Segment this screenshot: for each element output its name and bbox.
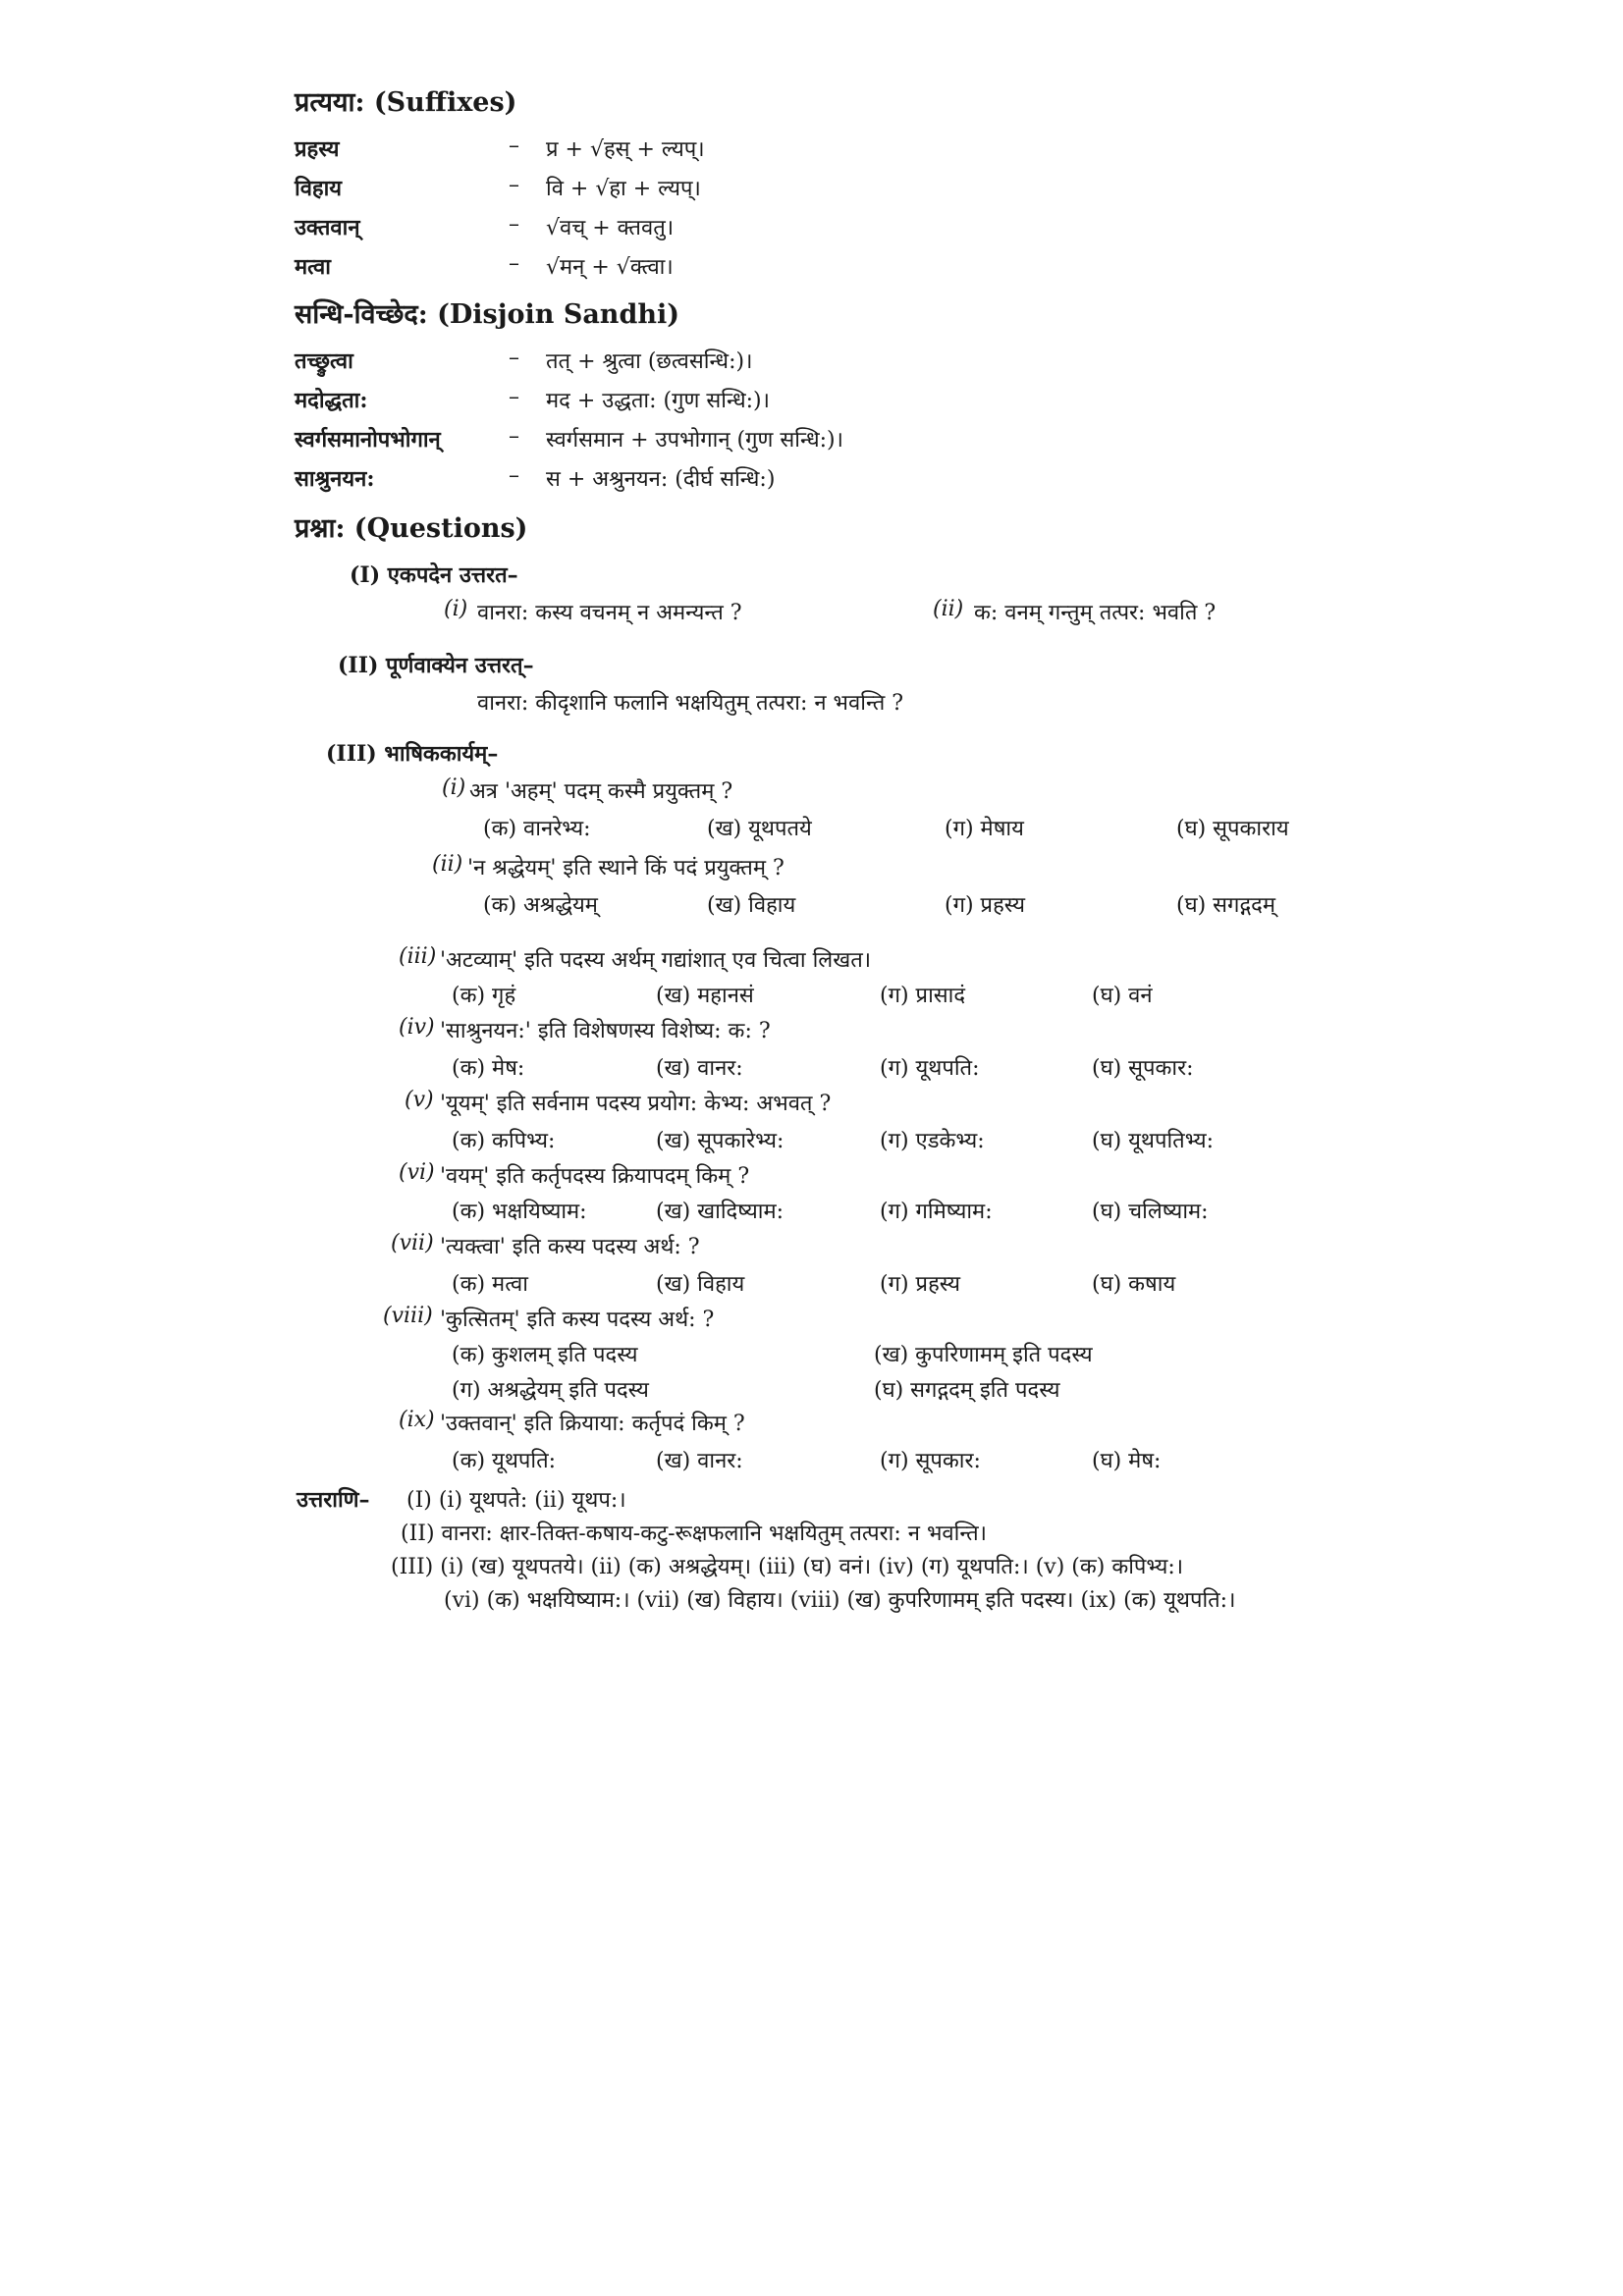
- question-number: (iv): [399, 1015, 435, 1040]
- option: (क) भक्षयिष्याम:: [452, 1200, 587, 1224]
- question-1b-number: (ii): [933, 597, 964, 621]
- option: (क) वानरेभ्य:: [483, 817, 591, 841]
- sandhi-parts: स + अश्रुनयन: (दीर्घ सन्धि:): [546, 467, 776, 492]
- question-2-text: वानरा: कीदृशानि फलानि भक्षयितुम् तत्परा: न भवन्ति ?: [477, 691, 904, 716]
- option: (घ) कषाय: [1092, 1272, 1176, 1297]
- option: (घ) चलिष्याम:: [1092, 1200, 1209, 1224]
- sandhi-dash: –: [509, 424, 519, 449]
- suffix-dash: –: [509, 212, 519, 237]
- suffix-word: मत्वा: [295, 254, 331, 280]
- sandhi-parts: स्वर्गसमान + उपभोगान् (गुण सन्धि:)।: [546, 428, 843, 453]
- sandhi-word: साश्रुनयन:: [295, 466, 375, 492]
- answers-label: उत्तराणि–: [297, 1487, 370, 1513]
- option: (घ) सगद्गदम्: [1176, 893, 1275, 918]
- option: (घ) वनं: [1092, 984, 1153, 1008]
- question-1b-text: क: वनम् गन्तुम् तत्पर: भवति ?: [974, 601, 1217, 625]
- option: (क) कुशलम् इति पदस्य: [452, 1343, 638, 1367]
- suffix-dash: –: [509, 251, 519, 276]
- question-text: 'त्यक्त्वा' इति कस्य पदस्य अर्थ: ?: [440, 1235, 700, 1259]
- option: (ग) सूपकार:: [880, 1449, 981, 1473]
- answers-line: (III) (i) (ख) यूथपतये। (ii) (क) अश्रद्धेयम्। (iii) (घ) वनं। (iv) (ग) यूथपति:। (v) (क) कपिभ्य:।: [391, 1555, 1184, 1579]
- sandhi-parts: मद + उद्धता: (गुण सन्धि:)।: [546, 389, 770, 413]
- question-text: अत्र 'अहम्' पदम् कस्मै प्रयुक्तम् ?: [469, 779, 733, 804]
- sandhi-dash: –: [509, 385, 519, 409]
- question-text: 'साश्रुनयन:' इति विशेषणस्य विशेष्य: क: ?: [440, 1019, 771, 1043]
- sandhi-word: तच्छ्रुत्वा: [295, 348, 353, 374]
- suffixes-heading: प्रत्यया: (Suffixes): [295, 87, 517, 118]
- answers-line: (II) वानरा: क्षार-तिक्त-कषाय-कटु-रूक्षफलानि भक्षयितुम् तत्परा: न भवन्ति।: [401, 1522, 988, 1546]
- option: (ख) महानसं: [656, 984, 754, 1008]
- question-text: 'न श्रद्धेयम्' इति स्थाने किं पदं प्रयुक्तम् ?: [467, 856, 784, 881]
- suffix-parts: प्र + √हस् + ल्यप्।: [546, 137, 705, 162]
- sandhi-heading: सन्धि-विच्छेद: (Disjoin Sandhi): [295, 299, 679, 330]
- option: (क) मत्वा: [452, 1272, 528, 1297]
- answers-line: (vi) (क) भक्षयिष्याम:। (vii) (ख) विहाय। (viii) (ख) कुपरिणामम् इति पदस्य। (ix) (क) यूथपति:।: [444, 1588, 1236, 1613]
- option: (ग) यूथपति:: [880, 1056, 980, 1081]
- option: (ख) वानर:: [656, 1449, 743, 1473]
- suffix-word: प्रहस्य: [295, 136, 340, 162]
- option: (ग) अश्रद्धेयम् इति पदस्य: [452, 1378, 649, 1403]
- option: (घ) सूपकार:: [1092, 1056, 1194, 1081]
- option: (ग) प्रासादं: [880, 984, 966, 1008]
- option: (क) अश्रद्धेयम्: [483, 893, 598, 918]
- option: (ग) प्रहस्य: [945, 893, 1026, 918]
- option: (क) गृहं: [452, 984, 516, 1008]
- suffix-parts: वि + √हा + ल्यप्।: [546, 177, 701, 201]
- option: (ख) वानर:: [656, 1056, 743, 1081]
- question-1-title: (I) एकपदेन उत्तरत–: [350, 562, 518, 588]
- question-number: (v): [405, 1088, 434, 1112]
- suffix-word: विहाय: [295, 176, 343, 201]
- option: (ग) गमिष्याम:: [880, 1200, 993, 1224]
- option: (क) यूथपति:: [452, 1449, 557, 1473]
- question-number: (ii): [432, 852, 463, 877]
- option: (घ) सगद्गदम् इति पदस्य: [874, 1378, 1060, 1403]
- option: (ख) यूथपतये: [707, 817, 812, 841]
- suffix-dash: –: [509, 133, 519, 158]
- option: (घ) यूथपतिभ्य:: [1092, 1129, 1215, 1153]
- question-text: 'अटव्याम्' इति पदस्य अर्थम् गद्यांशात् एव चित्वा लिखत।: [440, 948, 872, 973]
- suffix-word: उक्तवान्: [295, 215, 360, 240]
- sandhi-dash: –: [509, 346, 519, 370]
- option: (क) मेष:: [452, 1056, 525, 1081]
- question-number: (iii): [399, 944, 437, 969]
- option: (ख) खादिष्याम:: [656, 1200, 784, 1224]
- question-number: (i): [442, 775, 466, 800]
- sandhi-word: मदोद्धता:: [295, 388, 368, 413]
- answers-line: (I) (i) यूथपते: (ii) यूथप:।: [406, 1488, 626, 1513]
- question-text: 'वयम्' इति कर्तृपदस्य क्रियापदम् किम् ?: [440, 1164, 750, 1189]
- option: (ग) मेषाय: [945, 817, 1024, 841]
- option: (ख) विहाय: [707, 893, 796, 918]
- option: (ग) प्रहस्य: [880, 1272, 961, 1297]
- question-text: 'कुत्सितम्' इति कस्य पदस्य अर्थ: ?: [440, 1308, 715, 1332]
- option: (ग) एडकेभ्य:: [880, 1129, 985, 1153]
- question-2-title: (II) पूर्णवाक्येन उत्तरत्–: [338, 653, 534, 678]
- question-text: 'यूयम्' इति सर्वनाम पदस्य प्रयोग: केभ्य: अभवत् ?: [440, 1092, 832, 1116]
- option: (घ) सूपकाराय: [1176, 817, 1289, 841]
- sandhi-parts: तत् + श्रुत्वा (छत्वसन्धि:)।: [546, 349, 753, 374]
- questions-heading: प्रश्ना: (Questions): [295, 513, 528, 544]
- sandhi-word: स्वर्गसमानोपभोगान्: [295, 427, 441, 453]
- suffix-parts: √मन् + √क्त्वा।: [546, 255, 674, 280]
- question-number: (ix): [399, 1408, 435, 1432]
- sandhi-dash: –: [509, 463, 519, 488]
- suffix-parts: √वच् + क्तवतु।: [546, 216, 675, 240]
- option: (ख) सूपकारेभ्य:: [656, 1129, 784, 1153]
- option: (ख) विहाय: [656, 1272, 745, 1297]
- question-number: (vi): [399, 1160, 435, 1185]
- option: (क) कपिभ्य:: [452, 1129, 556, 1153]
- question-number: (viii): [383, 1304, 433, 1328]
- question-1a-number: (i): [444, 597, 468, 621]
- question-1a-text: वानरा: कस्य वचनम् न अमन्यन्त ?: [477, 601, 742, 625]
- option: (घ) मेष:: [1092, 1449, 1162, 1473]
- question-number: (vii): [391, 1231, 434, 1255]
- suffix-dash: –: [509, 173, 519, 197]
- question-3-title: (III) भाषिककार्यम्–: [326, 741, 499, 767]
- question-text: 'उक्तवान्' इति क्रियाया: कर्तृपदं किम् ?: [440, 1412, 745, 1436]
- option: (ख) कुपरिणामम् इति पदस्य: [874, 1343, 1093, 1367]
